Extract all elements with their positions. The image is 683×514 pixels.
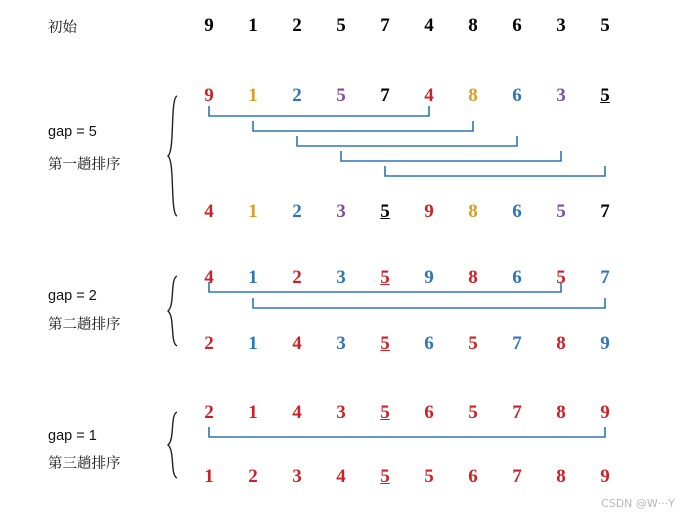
pass-3-gap-label: gap = 1 [48, 428, 97, 444]
initial-row-value: 5 [336, 15, 346, 36]
pass-3-before-row [190, 400, 610, 426]
connector-bracket [385, 166, 605, 176]
pass-2-after-row-value: 5 [468, 333, 478, 354]
pass-1-after-row-value: 6 [512, 201, 522, 222]
pass-2-after-row-value: 3 [336, 333, 346, 354]
pass-3-before-row-value: 4 [292, 402, 302, 423]
pass-1-before-row-value: 4 [424, 85, 434, 106]
pass-3-before-row-value: 2 [204, 402, 214, 423]
pass-1-after-row-value: 5 [380, 201, 390, 222]
pass-2-before-row-value: 1 [248, 267, 258, 288]
pass-2-before-row-value: 9 [424, 267, 434, 288]
pass-3-before-row-value: 9 [600, 402, 610, 423]
connector-bracket [297, 136, 517, 146]
pass-1-before-row-value: 2 [292, 85, 302, 106]
pass-2-before-row [190, 265, 610, 291]
pass-2-after-row-value: 7 [512, 333, 522, 354]
pass-3-after-row-value: 5 [380, 466, 390, 487]
initial-row-value: 1 [248, 15, 258, 36]
pass-2-after-row-value: 8 [556, 333, 566, 354]
pass-3-before-row-value: 6 [424, 402, 434, 423]
pass-1-gap-label: gap = 5 [48, 124, 97, 140]
connector-bracket [341, 151, 561, 161]
pass-2-after-row-value: 2 [204, 333, 214, 354]
pass-1-after-row-value: 3 [336, 201, 346, 222]
pass-1-after-row-value: 2 [292, 201, 302, 222]
pass-2-after-row-value: 9 [600, 333, 610, 354]
pass-1-before-row-value: 3 [556, 85, 566, 106]
pass-3-after-row-value: 9 [600, 466, 610, 487]
pass-3-title-label: 第三趟排序 [48, 456, 121, 472]
pass-3-before-row-value: 5 [380, 402, 390, 423]
pass-2-before-row-value: 4 [204, 267, 214, 288]
pass-3-before-row-value: 7 [512, 402, 522, 423]
pass-3-before-row-value: 1 [248, 402, 258, 423]
pass-1-after-row-value: 5 [556, 201, 566, 222]
pass-1-title-label: 第一趟排序 [48, 157, 121, 173]
initial-row [190, 13, 610, 39]
initial-row-value: 8 [468, 15, 478, 36]
pass-1-before-row-value: 7 [380, 85, 390, 106]
watermark: CSDN @W···Y [601, 497, 675, 510]
pass-1-before-row-value: 6 [512, 85, 522, 106]
pass-1-before-row-value: 5 [600, 85, 610, 106]
pass-3-after-row-value: 1 [204, 466, 214, 487]
pass-2-after-row-value: 1 [248, 333, 258, 354]
pass-2-title-label: 第二趟排序 [48, 317, 121, 333]
pass-2-before-row-value: 2 [292, 267, 302, 288]
initial-label: 初始 [48, 20, 77, 36]
initial-row-value: 7 [380, 15, 390, 36]
pass-1-after-row-value: 7 [600, 201, 610, 222]
group-brace [168, 412, 177, 478]
pass-1-before-row-value: 5 [336, 85, 346, 106]
pass-3-after-row-value: 5 [424, 466, 434, 487]
pass-1-before-row-value: 9 [204, 85, 214, 106]
pass-1-after-row-value: 9 [424, 201, 434, 222]
group-brace [168, 96, 177, 216]
pass-3-after-row [190, 464, 610, 490]
initial-row-value: 3 [556, 15, 566, 36]
connector-bracket [209, 427, 605, 437]
connector-bracket [253, 121, 473, 131]
pass-2-before-row-value: 5 [380, 267, 390, 288]
pass-2-after-row-value: 6 [424, 333, 434, 354]
pass-2-after-row-value: 4 [292, 333, 302, 354]
pass-3-after-row-value: 6 [468, 466, 478, 487]
pass-3-before-row-value: 5 [468, 402, 478, 423]
pass-2-gap-label: gap = 2 [48, 288, 97, 304]
pass-3-after-row-value: 7 [512, 466, 522, 487]
pass-2-before-row-value: 3 [336, 267, 346, 288]
group-brace [168, 276, 177, 346]
pass-1-before-row-value: 1 [248, 85, 258, 106]
pass-1-after-row-value: 4 [204, 201, 214, 222]
pass-1-before-row [190, 83, 610, 109]
pass-3-after-row-value: 2 [248, 466, 258, 487]
pass-1-after-row-value: 1 [248, 201, 258, 222]
pass-2-before-row-value: 5 [556, 267, 566, 288]
pass-2-after-row-value: 5 [380, 333, 390, 354]
pass-3-before-row-value: 3 [336, 402, 346, 423]
pass-3-after-row-value: 3 [292, 466, 302, 487]
pass-3-after-row-value: 4 [336, 466, 346, 487]
pass-2-after-row [190, 331, 610, 357]
initial-row-value: 6 [512, 15, 522, 36]
initial-row-value: 2 [292, 15, 302, 36]
pass-1-after-row [190, 199, 610, 225]
initial-row-value: 4 [424, 15, 434, 36]
pass-3-after-row-value: 8 [556, 466, 566, 487]
pass-2-before-row-value: 8 [468, 267, 478, 288]
initial-row-value: 5 [600, 15, 610, 36]
pass-1-before-row-value: 8 [468, 85, 478, 106]
pass-2-before-row-value: 6 [512, 267, 522, 288]
initial-row-value: 9 [204, 15, 214, 36]
pass-2-before-row-value: 7 [600, 267, 610, 288]
connector-bracket [253, 298, 605, 308]
pass-1-after-row-value: 8 [468, 201, 478, 222]
pass-3-before-row-value: 8 [556, 402, 566, 423]
